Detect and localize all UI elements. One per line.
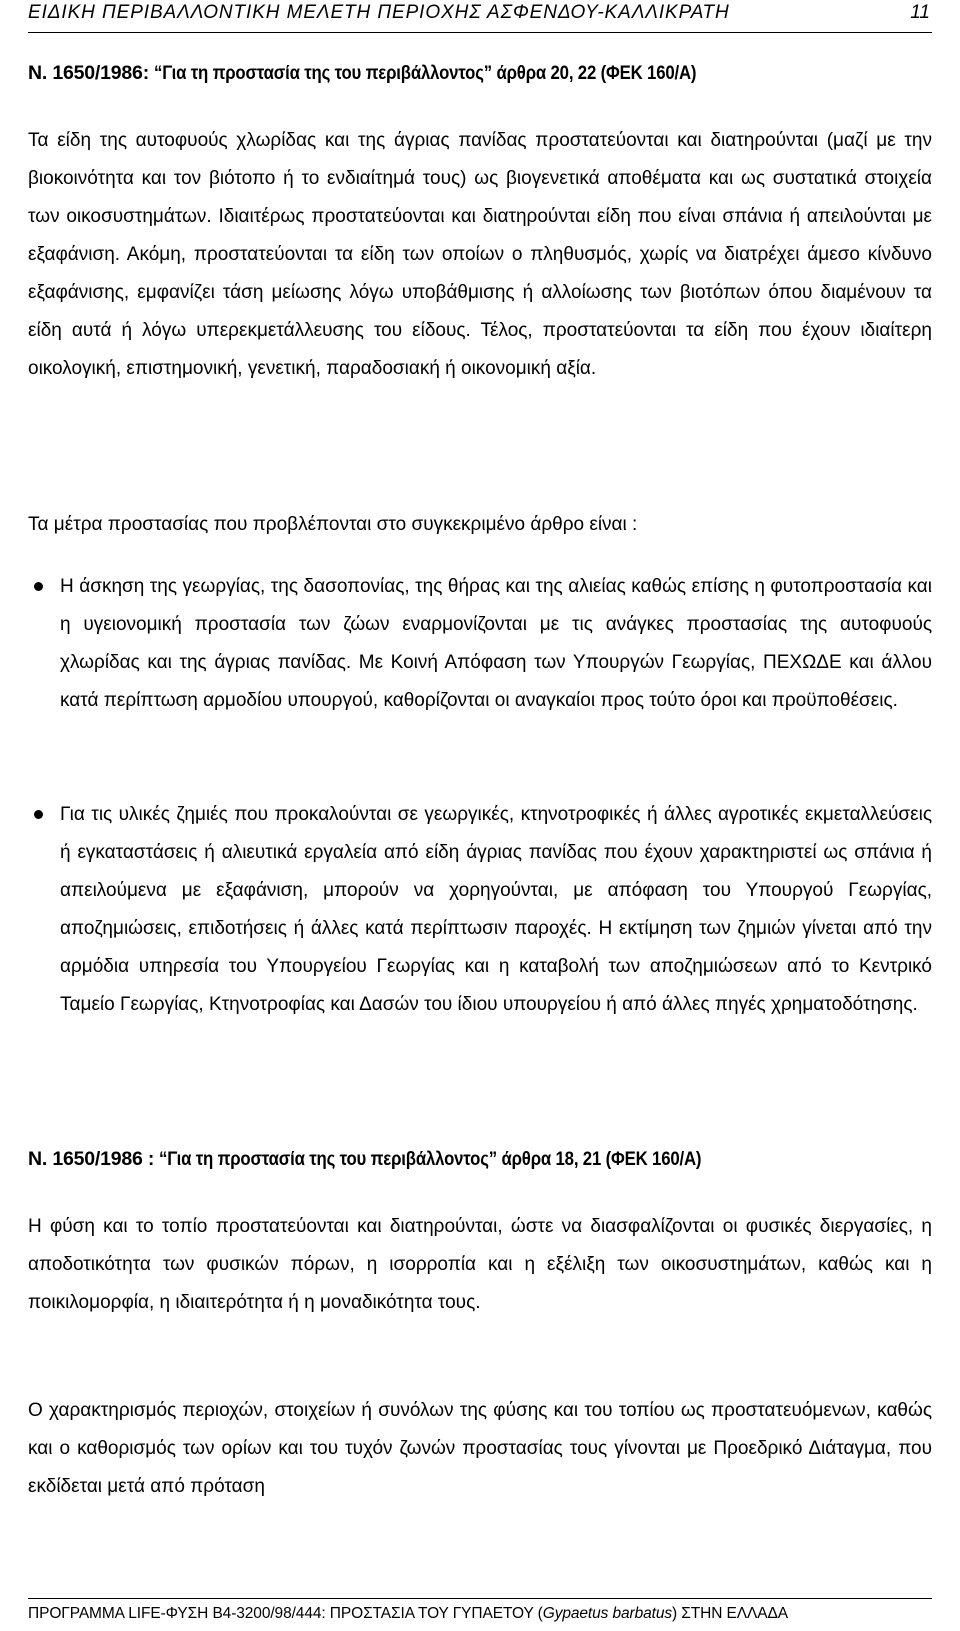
bullet-icon xyxy=(34,810,43,819)
header-title: ΕΙΔΙΚΗ ΠΕΡΙΒΑΛΛΟΝΤΙΚΗ ΜΕΛΕΤΗ ΠΕΡΙΟΧΗΣ ΑΣΦΕΝΔΟΥ-ΚΑΛΛΙΚΡΑΤΗ xyxy=(28,2,730,23)
list-item-text: Για τις υλικές ζημιές που προκαλούνται σε γεωργικές, κτηνοτροφικές ή άλλες αγροτικές εκμεταλλεύσεις ή εγκαταστάσεις ή αλιευτικά εργαλεία από είδη άγριας πανίδας που έχουν χαρακτηριστεί ως σπάνια ή απειλούμενα με εξαφάνιση, μπορούν να χορηγούνται, με απόφαση του Υπουργού Γεωργίας, αποζημιώσεις, επιδοτήσεις ή άλλες κατά περίπτωσιν παροχές. Η εκτίμηση των ζημιών γίνεται από την αρμόδια υπηρεσία του Υπουργείου Γεωργίας και η καταβολή των αποζημιώσεων από το Κεντρικό Ταμείο Γεωργίας, Κτηνοτροφίας και Δασών του ίδιου υπουργείου ή από άλλες πηγές χρηματοδότησης. xyxy=(60,804,932,1015)
list-item-text: Η άσκηση της γεωργίας, της δασοπονίας, της θήρας και της αλιείας καθώς επίσης η φυτοπροστασία και η υγειονομική προστασία των ζώων εναρμονίζονται με τις ανάγκες προστασίας της αυτοφυούς χλωρίδας και της άγριας πανίδας. Με Κοινή Απόφαση των Υπουργών Γεωργίας, ΠΕΧΩΔΕ και άλλου κατά περίπτωση αρμοδίου υπουργού, καθορίζονται οι αναγκαίοι προς τούτο όροι και προϋποθέσεις. xyxy=(60,576,932,711)
section1-paragraph: Τα είδη της αυτοφυούς χλωρίδας και της άγριας πανίδας προστατεύονται και διατηρούνται (μαζί με την βιοκοινότητα και τον βιότοπο ή το ενδιαίτημά τους) ως βιογενετικά αποθέματα και ως συστατικά στοιχεία των οικοσυστημάτων. Ιδιαιτέρως προστατεύονται και διατηρούνται είδη που είναι σπάνια ή απειλούνται με εξαφάνιση. Ακόμη, προστατεύονται τα είδη των οποίων ο πληθυσμός, χωρίς να διατρέχει άμεσο κίνδυνο εξαφάνισης, εμφανίζει τάση μείωσης λόγω υποβάθμισης ή αλλοίωσης των βιοτόπων όπου διαμένουν τα είδη αυτά ή λόγω υπερεκμετάλλευσης του είδους. Τέλος, προστατεύονται τα είδη που έχουν ιδιαίτερη οικολογική, επιστημονική, γενετική, παραδοσιακή ή οικονομική αξία. xyxy=(28,130,932,379)
page-footer xyxy=(28,1598,932,1623)
section2-law-prefix: Ν. 1650/1986 : xyxy=(28,1148,160,1170)
section2-paragraph: Η φύση και το τοπίο προστατεύονται και διατηρούνται, ώστε να διασφαλίζονται οι φυσικές διεργασίες, η αποδοτικότητα των φυσικών πόρων, η ισορροπία και η εξέλιξη των οικοσυστημάτων, καθώς και η ποικιλομορφία, η ιδιαιτερότητα ή η μοναδικότητα τους. xyxy=(28,1216,932,1313)
section1-law-heading xyxy=(28,62,785,85)
page-header xyxy=(28,2,932,33)
footer-text-end: ) ΣΤΗΝ ΕΛΛΑΔΑ xyxy=(672,1605,789,1622)
section2-law-title: “Για τη προστασία της του περιβάλλοντος” άρθρα 18, 21 (ΦΕΚ 160/Α) xyxy=(159,1148,702,1170)
page-number: 11 xyxy=(910,2,930,23)
section2-paragraph: Ο χαρακτηρισμός περιοχών, στοιχείων ή συνόλων της φύσης και του τοπίου ως προστατευόμενων, καθώς και ο καθορισμός των ορίων και του τυχόν ζωνών προστασίας τους γίνονται με Προεδρικό Διάταγμα, που εκδίδεται μετά από πρόταση xyxy=(28,1400,932,1497)
footer-text: ΠΡΟΓΡΑΜΜΑ LIFE-ΦΥΣΗ B4-3200/98/444: ΠΡΟΣΤΑΣΙΑ ΤΟΥ ΓΥΠΑΕΤΟΥ ( xyxy=(28,1605,543,1622)
section1-law-title: “Για τη προστασία της του περιβάλλοντος” άρθρα 20, 22 (ΦΕΚ 160/Α) xyxy=(154,62,697,84)
bullet-icon xyxy=(34,582,43,591)
section2-law-heading xyxy=(28,1148,790,1171)
measures-intro: Τα μέτρα προστασίας που προβλέπονται στο συγκεκριμένο άρθρο είναι : xyxy=(28,514,638,535)
section1-law-prefix: Ν. 1650/1986: xyxy=(28,62,155,84)
footer-species-name: Gypaetus barbatus xyxy=(542,1605,673,1622)
